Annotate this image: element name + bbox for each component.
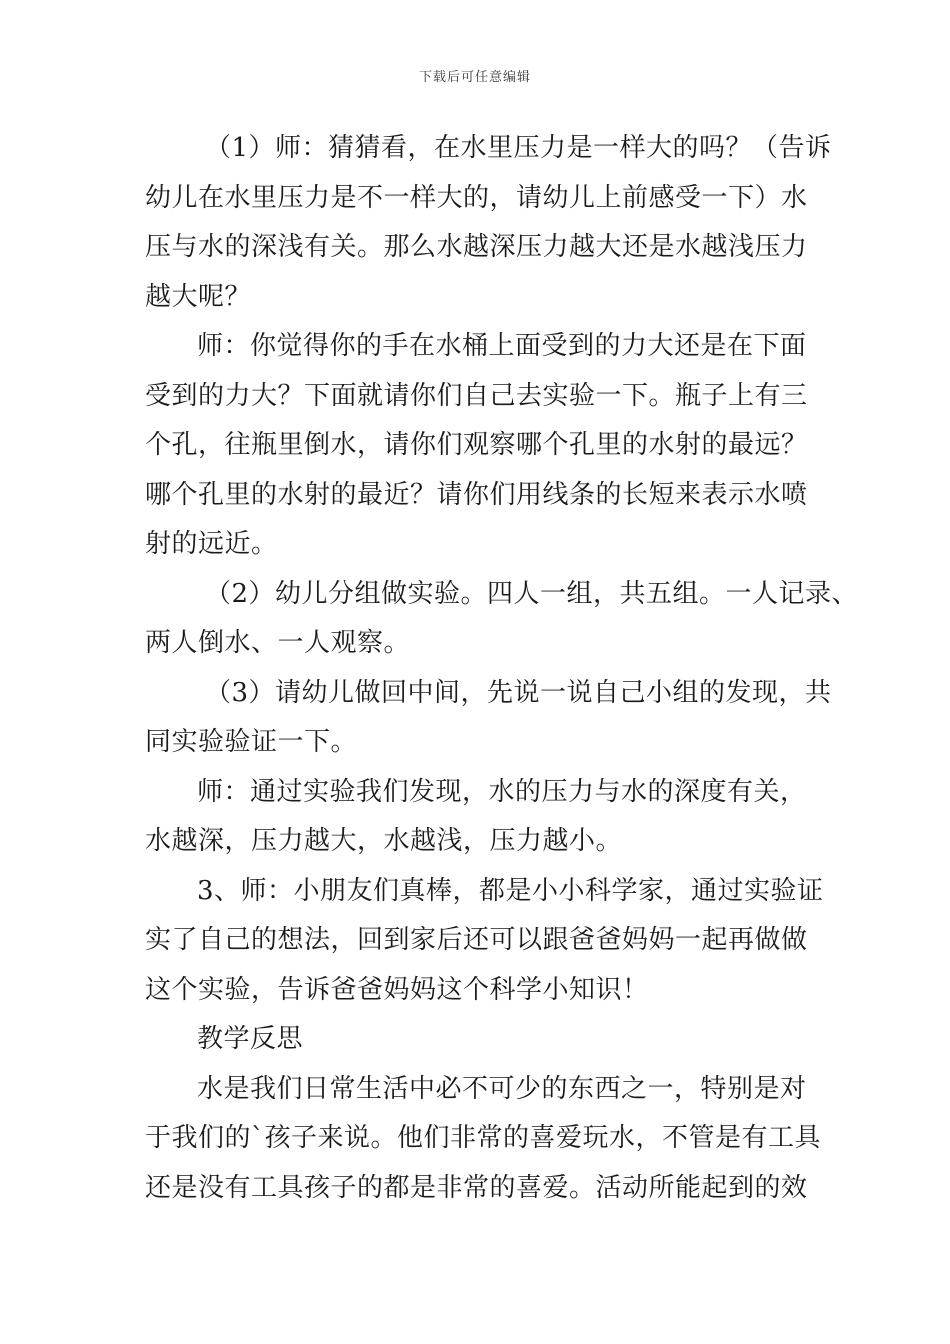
text-line: 水越深，压力越大，水越浅，压力越小。 <box>145 826 623 856</box>
text-line: 3、师：小朋友们真棒，都是小小科学家，通过实验证 <box>197 875 824 906</box>
text-line: 水是我们日常生活中必不可少的东西之一，特别是对 <box>197 1073 807 1104</box>
text-line: 压与水的深浅有关。那么水越深压力越大还是水越浅压力 <box>145 232 808 262</box>
section-heading: 教学反思 <box>197 1024 304 1054</box>
text-line: 于我们的`孩子来说。他们非常的喜爱玩水，不管是有工具 <box>145 1123 822 1153</box>
text-line: 射的远近。 <box>145 529 278 559</box>
text-line: 两人倒水、一人观察。 <box>145 628 411 658</box>
page-header-note: 下载后可任意编辑 <box>418 70 531 85</box>
text-line: 个孔，往瓶里倒水，请你们观察哪个孔里的水射的最远？ <box>145 430 808 460</box>
text-line: 师：你觉得你的手在水桶上面受到的力大还是在下面 <box>197 331 807 361</box>
text-line: （2）幼儿分组做实验。四人一组，共五组。一人记录、 <box>205 578 859 609</box>
text-line: （3）请幼儿做回中间，先说一说自己小组的发现，共 <box>205 677 832 708</box>
text-line: （1）师：猜猜看，在水里压力是一样大的吗？（告诉 <box>205 133 832 163</box>
text-line: 同实验验证一下。 <box>145 727 358 757</box>
text-line: 实了自己的想法，回到家后还可以跟爸爸妈妈一起再做做 <box>145 925 808 955</box>
text-line: 幼儿在水里压力是不一样大的，请幼儿上前感受一下）水 <box>145 182 808 213</box>
text-line: 越大呢？ <box>145 281 252 312</box>
document-body <box>145 124 859 1213</box>
text-line: 受到的力大？下面就请你们自己去实验一下。瓶子上有三 <box>145 380 808 411</box>
text-line: 师：通过实验我们发现，水的压力与水的深度有关， <box>197 776 807 807</box>
text-line: 这个实验，告诉爸爸妈妈这个科学小知识！ <box>145 974 649 1005</box>
text-line: 哪个孔里的水射的最近？请你们用线条的长短来表示水喷 <box>145 479 808 510</box>
text-line: 还是没有工具孩子的都是非常的喜爱。活动所能起到的效 <box>145 1172 808 1203</box>
